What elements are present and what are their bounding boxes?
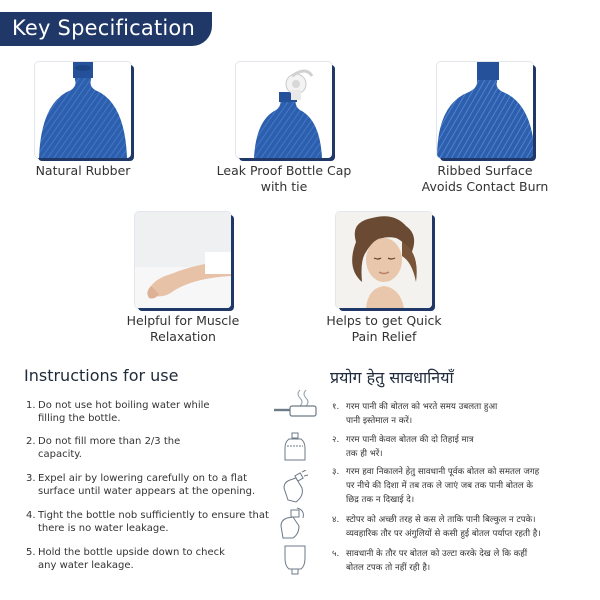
relaxing-arm-photo <box>135 212 231 308</box>
feature-label-leak-proof-cap: Leak Proof Bottle Cap with tie <box>216 163 352 194</box>
feature-image-ribbed-surface <box>437 62 533 158</box>
pan-boiling-icon <box>272 388 322 422</box>
bottle-icon <box>35 62 131 158</box>
instruction-item: 4. Tight the bottle nob sufficiently to ensure that there is no water leakage. <box>26 510 269 534</box>
bottle-upside-down-icon <box>284 544 306 576</box>
instructions-title: Instructions for use <box>24 366 179 385</box>
bottle-cap-icon <box>236 62 332 158</box>
feature-image-pain-relief <box>336 212 432 308</box>
instruction-item: 3. Expel air by lowering carefully on to a flat surface until water appears at the opening. <box>26 473 256 497</box>
feature-label-natural-rubber: Natural Rubber <box>35 163 131 178</box>
feature-image-natural-rubber <box>35 62 131 158</box>
hindi-precaution-item: ४. स्टोपर को अच्छी तरह से कस ले ताकि पानी बिल्कुल न टपके। व्यवहारिक तौर पर अंगुलियों से कसी हुई बोतल पर्याप्त रहती है। <box>332 515 541 539</box>
page-title: Key Specification <box>12 16 195 40</box>
bottle-fill-level-icon <box>284 432 306 462</box>
bottle-expel-air-icon <box>280 470 310 504</box>
feature-label-muscle-relaxation: Helpful for Muscle Relaxation <box>126 313 240 344</box>
feature-label-ribbed-surface: Ribbed Surface Avoids Contact Burn <box>421 163 549 194</box>
ribbed-surface-icon <box>437 62 533 158</box>
hindi-precautions-title: प्रयोग हेतु सावधानियाँ <box>330 368 454 387</box>
header-banner <box>0 12 212 46</box>
hindi-precaution-item: २. गरम पानी केवल बोतल की दो तिहाई मात्र तक ही भरें। <box>332 435 474 459</box>
feature-image-muscle-relaxation <box>135 212 231 308</box>
feature-image-leak-proof-cap <box>236 62 332 158</box>
instruction-item: 1. Do not use hot boiling water while filling the bottle. <box>26 400 210 424</box>
woman-relaxing-photo <box>336 212 432 308</box>
instruction-item: 2. Do not fill more than 2/3 the capacity. <box>26 436 181 460</box>
hindi-precaution-item: ५. सावधानी के तौर पर बोतल को उल्टा करके देख ले कि कहीं बोतल टपक तो नहीं रही है। <box>332 549 528 573</box>
hindi-precaution-item: १. गरम पानी की बोतल को भरते समय उबलता हुआ पानी इस्तेमाल न करें। <box>332 402 498 426</box>
instruction-item: 5. Hold the bottle upside down to check any water leakage. <box>26 547 225 571</box>
hindi-precaution-item: ३. गरम हवा निकालने हेतु सावधानी पूर्वक बोतल को समतल जगह पर नीचे की दिशा में तब तक ले जाएं जब तक पानी बोतल के छिद्र तक न दिखाई दे। <box>332 467 540 505</box>
feature-label-pain-relief: Helps to get Quick Pain Relief <box>326 313 442 344</box>
bottle-tighten-cap-icon <box>277 506 309 540</box>
